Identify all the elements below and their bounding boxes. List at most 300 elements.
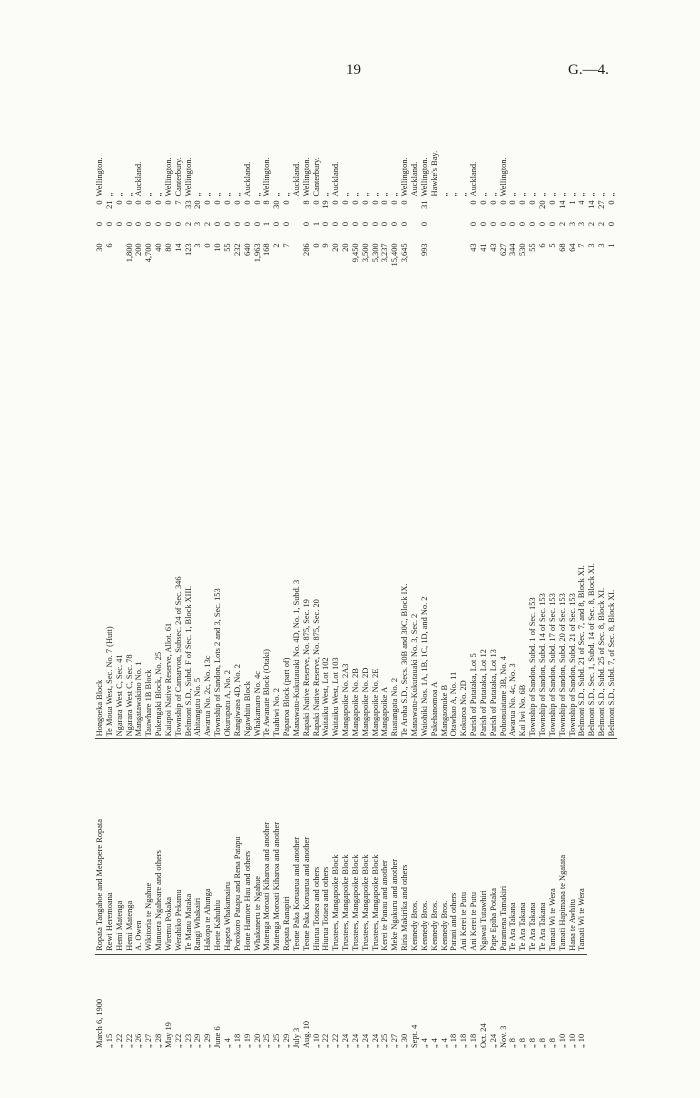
perches-cell: 0 xyxy=(154,200,164,205)
perches-cell: 0 xyxy=(213,200,223,205)
leader-cell xyxy=(321,301,331,485)
land-cell: Township of Sandon, Subd. 21 of Sec. 153 xyxy=(568,485,578,739)
perches-cell: 30 xyxy=(272,200,282,209)
name-text: Rewi Heremoana xyxy=(105,892,115,954)
perches-cell: 20 xyxy=(537,200,547,209)
name-text: Hakopa te Ahunga xyxy=(203,889,213,955)
perches-cell xyxy=(410,198,420,219)
district-cell: „ xyxy=(252,192,262,197)
district-cell: „ xyxy=(537,192,547,197)
name-text: Trustees, Mangapoike Block xyxy=(351,855,361,955)
roods-cell: 0 xyxy=(419,221,429,227)
date-cell: „ 25 xyxy=(262,1033,272,1048)
name-cell xyxy=(607,739,617,957)
roods-cell xyxy=(440,220,450,241)
district-cell: „ xyxy=(193,192,203,197)
acres-cell: 55 xyxy=(528,243,538,252)
leader-cell xyxy=(459,301,469,485)
date-cell: „ 22 xyxy=(124,1033,134,1048)
date-cell: „ 22 xyxy=(321,1033,331,1048)
name-cell xyxy=(95,739,105,957)
leader-cell xyxy=(361,301,371,485)
table-row xyxy=(292,110,302,1050)
perches-cell: 0 xyxy=(242,200,252,205)
perches-cell: 0 xyxy=(124,200,134,205)
date-cell: „ 24 xyxy=(370,1033,380,1048)
roods-cell: 2 xyxy=(183,221,193,227)
leader-cell xyxy=(125,301,135,485)
acres-cell: 9,450 xyxy=(350,243,360,263)
acres-cell: 993 xyxy=(419,243,429,256)
land-cell: Belmont S.D., Subd. 7, of Sec. 8, Block XI. xyxy=(607,485,617,739)
acres-cell: 286 xyxy=(301,243,311,256)
leader-cell xyxy=(164,301,174,485)
table-row xyxy=(282,110,292,1050)
date-cell: „ 22 xyxy=(173,1033,183,1048)
district-cell: Auckland. xyxy=(242,161,252,197)
roods-cell: 0 xyxy=(488,221,498,227)
leader-cell xyxy=(233,301,243,485)
acres-cell: 20 xyxy=(331,243,341,252)
name-text: Kennedy Bros. xyxy=(410,901,420,955)
perches-cell: 0 xyxy=(95,200,104,205)
leader-cell xyxy=(489,301,499,485)
roods-cell: 0 xyxy=(331,221,341,227)
perches-cell: 0 xyxy=(282,200,292,205)
acres-cell: 64 xyxy=(567,243,577,252)
perches-cell: 0 xyxy=(469,200,479,205)
name-cell xyxy=(312,739,322,957)
district-cell: „ xyxy=(360,192,370,197)
district-cell: „ xyxy=(222,192,232,197)
leader-cell xyxy=(302,301,312,485)
land-cell: Awarua No. 4c, No. 3 xyxy=(508,485,518,739)
perches-cell: 4 xyxy=(577,200,587,205)
date-cell: „ 22 xyxy=(331,1033,341,1048)
name-text: Manuera Ngaheare and others xyxy=(154,850,164,955)
leader-cell xyxy=(282,301,292,485)
name-cell xyxy=(233,739,243,957)
roods-cell: 0 xyxy=(498,221,508,227)
acres-cell: 43 xyxy=(488,243,498,252)
land-cell: Parish of Putataka, Lot 13 xyxy=(489,485,499,739)
name-cell xyxy=(538,739,548,957)
name-cell xyxy=(400,739,410,957)
date-cell: Sept. 4 xyxy=(410,1024,419,1048)
table-row xyxy=(440,110,450,1050)
table-body xyxy=(95,110,617,1050)
acres-cell: 3 xyxy=(587,243,597,248)
perches-cell: 20 xyxy=(193,200,203,209)
land-cell: Mangapoike No. 2A3 xyxy=(341,485,351,739)
table-row xyxy=(400,110,410,1050)
district-cell: „ xyxy=(114,192,124,197)
name-text: Hiurua Totaea and others xyxy=(321,867,331,955)
table-row xyxy=(243,110,253,1050)
table-row xyxy=(302,110,312,1050)
perches-cell: 27 xyxy=(597,200,607,209)
land-cell: Te Moua West, Sec. No. 7 (Hutt) xyxy=(105,485,115,739)
name-cell xyxy=(449,739,459,957)
leader-cell xyxy=(420,301,430,485)
roods-cell: 0 xyxy=(528,221,538,227)
land-cell: Mangaonuke B xyxy=(440,485,450,739)
date-cell: „ 8 xyxy=(508,1038,518,1048)
perches-cell: 0 xyxy=(232,200,242,205)
perches-cell: 0 xyxy=(518,200,528,205)
acres-cell: 3,645 xyxy=(400,243,410,263)
acres-cell: 530 xyxy=(518,243,528,256)
date-cell: „ 18 xyxy=(449,1033,459,1048)
date-cell: Aug. 10 xyxy=(301,1021,311,1048)
name-text: Te Manu Mataka xyxy=(184,894,194,955)
name-cell xyxy=(508,739,518,957)
date-cell: „ 29 xyxy=(203,1033,213,1048)
perches-cell xyxy=(292,198,302,219)
table-row xyxy=(331,110,341,1050)
perches-cell xyxy=(430,198,440,219)
name-text: Meke Ngakuru and another xyxy=(390,859,400,955)
land-cell: Kaiapoi Native Reserve, Allot. 61 xyxy=(164,485,174,739)
leader-cell xyxy=(568,301,578,485)
land-cell: Belmont S.D., Sec. 1, Subd. 14 of Sec. 8, Block XI. xyxy=(587,485,597,739)
perches-cell: 0 xyxy=(311,200,321,205)
district-cell: „ xyxy=(459,192,469,197)
table-row xyxy=(184,110,194,1050)
district-cell: Auckland. xyxy=(469,161,479,197)
name-cell xyxy=(213,739,223,957)
leader-cell xyxy=(341,301,351,485)
leader-cell xyxy=(203,301,213,485)
acres-cell: 55 xyxy=(222,243,232,252)
district-cell: „ xyxy=(272,192,282,197)
district-cell: „ xyxy=(518,192,528,197)
acres-cell xyxy=(115,241,125,301)
name-cell xyxy=(253,739,263,957)
acres-cell: 30 xyxy=(95,243,104,252)
acres-cell xyxy=(459,241,469,301)
date-cell: June 6 xyxy=(213,1026,223,1048)
district-cell: „ xyxy=(124,192,134,197)
perches-cell: 0 xyxy=(114,200,124,205)
acres-cell xyxy=(292,241,302,301)
name-cell xyxy=(154,739,164,957)
leader-cell xyxy=(292,301,302,485)
date-cell: „ 10 xyxy=(557,1033,567,1048)
name-cell xyxy=(390,739,400,957)
district-cell: Auckland. xyxy=(291,161,301,197)
acres-cell: 40 xyxy=(154,243,164,252)
name-text: Tamati Hapimana te Ngatata xyxy=(558,855,568,955)
perches-cell xyxy=(440,198,450,219)
table-row xyxy=(479,110,489,1050)
district-cell: „ xyxy=(203,192,213,197)
table-row xyxy=(518,110,528,1050)
perches-cell: 0 xyxy=(478,200,488,205)
district-cell: „ xyxy=(488,192,498,197)
leader-cell xyxy=(390,301,400,485)
table-row xyxy=(410,110,420,1050)
leader-cell xyxy=(449,301,459,485)
leader-cell xyxy=(331,301,341,485)
roods-cell: 0 xyxy=(606,221,616,227)
land-transactions-table xyxy=(95,110,617,1050)
acres-cell: 5,300 xyxy=(370,243,380,263)
land-cell: Otawhao A, No. 11 xyxy=(449,485,459,739)
district-cell: „ xyxy=(380,192,390,197)
acres-cell: 627 xyxy=(498,243,508,256)
land-cell: Te Aroha S.D., Secs. 30B and 30C, Block IX. xyxy=(400,485,410,739)
roods-cell: 0 xyxy=(163,221,173,227)
table-row xyxy=(371,110,381,1050)
land-cell: Manawatu-Kukutauaki No. 4D, No. 1, Subd. 3 xyxy=(292,485,302,739)
name-text: Kennedy Bros. xyxy=(440,901,450,955)
name-text: Hemi Matenga xyxy=(125,901,135,955)
name-text: Hoete Kahuhiu xyxy=(213,900,223,955)
roods-cell: 0 xyxy=(154,221,164,227)
roods-cell: 0 xyxy=(400,221,410,227)
table-row xyxy=(125,110,135,1050)
table-row xyxy=(144,110,154,1050)
perches-cell: 0 xyxy=(390,200,400,205)
table-row xyxy=(390,110,400,1050)
leader-cell xyxy=(144,301,154,485)
leader-cell xyxy=(262,301,272,485)
perches-cell: 0 xyxy=(252,200,262,205)
leader-cell xyxy=(440,301,450,485)
date-cell: „ 10 xyxy=(567,1033,577,1048)
district-cell: „ xyxy=(370,192,380,197)
acres-cell: 200 xyxy=(134,243,144,256)
date-cell xyxy=(587,957,597,1050)
acres-cell: 80 xyxy=(163,243,173,252)
name-text: Paramena Tamakiri xyxy=(499,886,509,955)
land-cell: Awarua No. 2c, No. 13c xyxy=(203,485,213,739)
perches-cell: 31 xyxy=(419,200,429,209)
table-row xyxy=(587,110,597,1050)
perches-cell: 0 xyxy=(203,200,213,205)
name-text: Ropata Ranapiri xyxy=(282,896,292,955)
roods-cell: 0 xyxy=(104,221,114,227)
roods-cell: 0 xyxy=(390,221,400,227)
acres-cell: 10 xyxy=(213,243,223,252)
district-cell: „ xyxy=(597,192,607,197)
name-cell xyxy=(440,739,450,957)
name-cell xyxy=(272,739,282,957)
name-cell xyxy=(144,739,154,957)
table-row xyxy=(134,110,144,1050)
name-text: Trustees, Mangapoike Block xyxy=(331,855,341,955)
acres-cell: 3 xyxy=(597,243,607,248)
table-row xyxy=(115,110,125,1050)
date-cell: „ 25 xyxy=(272,1033,282,1048)
name-cell xyxy=(371,739,381,957)
acres-cell: 41 xyxy=(478,243,488,252)
acres-cell: 9 xyxy=(321,243,331,248)
district-cell: „ xyxy=(341,192,351,197)
name-text: Trustees, Mangapoike Block xyxy=(341,855,351,955)
district-cell: „ xyxy=(104,192,114,197)
table-row xyxy=(174,110,184,1050)
name-cell xyxy=(115,739,125,957)
land-cell: Rapaki Native Reserve, No. 875, Sec. 20 xyxy=(312,485,322,739)
table-row xyxy=(193,110,203,1050)
district-cell: Wellington. xyxy=(301,157,311,197)
name-cell xyxy=(105,739,115,957)
district-cell: „ xyxy=(282,192,292,197)
district-cell: Auckland. xyxy=(134,161,144,197)
perches-cell: 0 xyxy=(222,200,232,205)
acres-cell: 3,500 xyxy=(360,243,370,263)
table-row xyxy=(321,110,331,1050)
date-cell: „ 24 xyxy=(341,1033,351,1048)
district-cell: Wellington. xyxy=(183,157,193,197)
land-cell: Township of Sandon, Subd. 17 of Sec. 153 xyxy=(548,485,558,739)
table-row xyxy=(253,110,263,1050)
date-cell: „ 15 xyxy=(104,1033,114,1048)
date-cell: „ 4 xyxy=(429,1038,439,1048)
table-row xyxy=(233,110,243,1050)
leader-cell xyxy=(528,301,538,485)
table-row xyxy=(577,110,587,1050)
leader-cell xyxy=(154,301,164,485)
name-text: Tamati Wi te Wera xyxy=(577,888,587,955)
roods-cell: 0 xyxy=(282,221,292,227)
leader-cell xyxy=(105,301,115,485)
name-text: Te Ara Takana xyxy=(508,902,518,954)
roods-cell xyxy=(410,220,420,241)
land-cell: Ahitangutu No. 5 xyxy=(193,485,203,739)
roods-cell: 2 xyxy=(587,221,597,227)
table-row xyxy=(469,110,479,1050)
leader-cell xyxy=(430,301,440,485)
acres-cell: 14 xyxy=(173,243,183,252)
land-cell: Whakamaro No. 4c xyxy=(253,485,263,739)
land-cell: Township of Carnarvon, Subsec. 24 of Sec. 346 xyxy=(174,485,184,739)
district-cell: „ xyxy=(144,192,154,197)
land-cell: Kai Iwi No. 6B xyxy=(518,485,528,739)
district-cell: „ xyxy=(577,192,587,197)
perches-cell xyxy=(459,198,469,219)
roods-cell: 0 xyxy=(301,221,311,227)
name-text: Riria Makirika and others xyxy=(400,865,410,955)
leader-cell xyxy=(351,301,361,485)
district-cell: Wellington. xyxy=(163,157,173,197)
name-cell xyxy=(243,739,253,957)
date-cell: „ 4 xyxy=(419,1038,429,1048)
table-row xyxy=(528,110,538,1050)
district-cell: Wellington. xyxy=(498,157,508,197)
name-text: Hapeta Whakamairu xyxy=(223,882,233,955)
name-text: Hemi Matenga xyxy=(115,901,125,955)
district-cell: Auckland. xyxy=(410,161,419,197)
date-cell: May 19 xyxy=(163,1022,173,1048)
leader-cell xyxy=(243,301,253,485)
name-cell xyxy=(410,739,420,957)
roods-cell: 3 xyxy=(567,221,577,227)
roods-cell: 0 xyxy=(213,221,223,227)
acres-cell: 232 xyxy=(232,243,242,256)
table-row xyxy=(154,110,164,1050)
leader-cell xyxy=(312,301,322,485)
table-row xyxy=(341,110,351,1050)
acres-cell: 1 xyxy=(606,243,616,248)
date-cell: „ 24 xyxy=(488,1033,498,1048)
date-cell: „ 29 xyxy=(193,1033,203,1048)
district-cell: Hawke's Bay. xyxy=(429,150,439,197)
roods-cell: 2 xyxy=(597,221,607,227)
district-cell: Canterbury. xyxy=(311,157,321,197)
name-cell xyxy=(528,739,538,957)
name-text: Ani Kerei te Putu xyxy=(469,892,479,955)
leader-cell xyxy=(518,301,528,485)
acres-cell: 7 xyxy=(577,243,587,248)
name-text: Teone Paka Koruarua and another xyxy=(302,837,312,955)
land-cell: Paparoa Block (part of) xyxy=(282,485,292,739)
land-cell: Mangapoike No. 2D xyxy=(361,485,371,739)
land-cell: Township of Sandon, Subd. 1 of Sec. 153 xyxy=(528,485,538,739)
district-cell: „ xyxy=(439,192,449,197)
roods-cell: 0 xyxy=(222,221,232,227)
roods-cell: 3 xyxy=(577,221,587,227)
name-cell xyxy=(587,739,597,957)
name-cell xyxy=(184,739,194,957)
name-cell xyxy=(577,739,587,957)
land-cell: Tuahiwi No. 2 xyxy=(272,485,282,739)
roods-cell: 0 xyxy=(360,221,370,227)
land-cell: Rangiwaea 4D, No. 2 xyxy=(233,485,243,739)
date-cell: „ 23 xyxy=(183,1033,193,1048)
roods-cell: 1 xyxy=(311,221,321,227)
land-cell: Waiohiki Nos. 1A, 1B, 1C, 1D, and No. 2 xyxy=(420,485,430,739)
table-row xyxy=(164,110,174,1050)
perches-cell: 19 xyxy=(321,200,331,209)
acres-cell: 640 xyxy=(242,243,252,256)
leader-cell xyxy=(115,301,125,485)
name-text: Kerei te Panau and another xyxy=(380,860,390,955)
roods-cell: 0 xyxy=(321,221,331,227)
leader-cell xyxy=(607,301,617,485)
table-row xyxy=(499,110,509,1050)
date-cell: „ 28 xyxy=(154,1033,164,1048)
name-cell xyxy=(558,739,568,957)
land-cell: Mangatawakino No. 1 xyxy=(134,485,144,739)
name-text: Wikitoria te Ngahue xyxy=(144,883,154,955)
acres-cell xyxy=(440,241,450,301)
name-text: Matenga Moroati Kiharoa and another xyxy=(262,822,272,955)
acres-cell: 3,237 xyxy=(380,243,390,263)
name-text: Teone Paka Koruarua and another xyxy=(292,837,302,955)
date-cell xyxy=(597,957,607,1050)
perches-cell: 0 xyxy=(547,200,557,205)
roods-cell: 2 xyxy=(557,221,567,227)
perches-cell: 1 xyxy=(567,200,577,205)
date-cell: „ 24 xyxy=(350,1033,360,1048)
roods-cell: 0 xyxy=(518,221,528,227)
land-cell: Waitaiku West, Lot 103 xyxy=(331,485,341,739)
land-cell: Ruatangata No. 2 xyxy=(390,485,400,739)
name-cell xyxy=(380,739,390,957)
perches-cell: 0 xyxy=(134,200,144,205)
date-cell: „ 4 xyxy=(222,1038,232,1048)
leader-cell xyxy=(558,301,568,485)
acres-cell: 68 xyxy=(557,243,567,252)
land-cell: Ngawhitu Block xyxy=(243,485,253,739)
table-row xyxy=(312,110,322,1050)
date-cell: „ 8 xyxy=(547,1038,557,1048)
date-cell: July 3 xyxy=(291,1027,301,1048)
name-cell xyxy=(597,739,607,957)
